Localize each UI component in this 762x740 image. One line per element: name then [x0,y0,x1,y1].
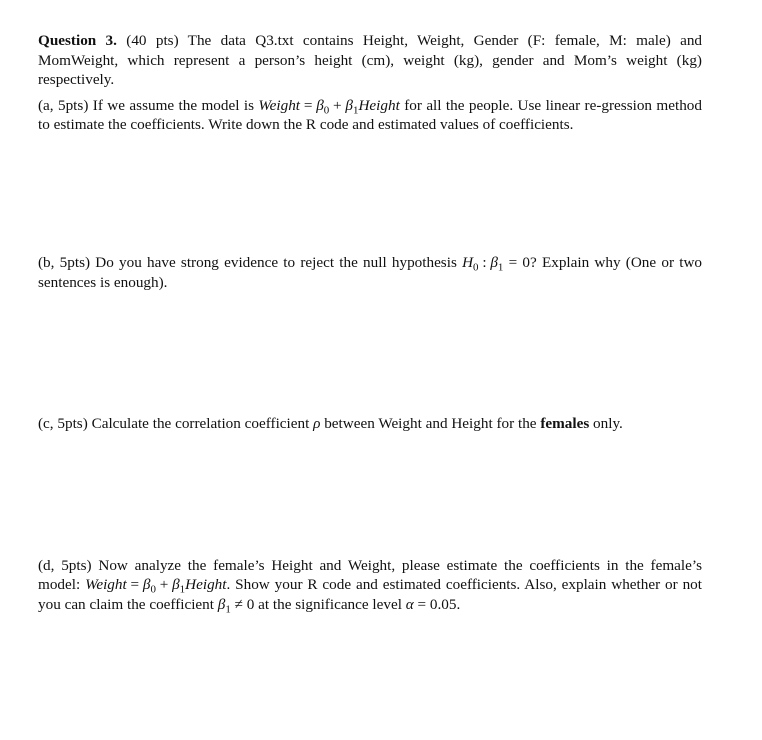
part-d-model-lhs: Weight [85,576,127,594]
question-intro [38,31,702,90]
part-c-text-before: Calculate the correlation coefficient [91,415,310,433]
part-d-beta0-sub: 0 [150,583,156,596]
part-a-beta1-sub: 1 [352,104,359,117]
part-b-beta-sub: 1 [497,261,504,274]
question-sheet [38,31,702,615]
part-c-label: (c, 5pts) [38,415,88,433]
part-d-beta: β [217,595,226,613]
part-c-text-after: only. [593,415,623,433]
part-d-text-sig: at the significance level [258,595,402,613]
part-c-text-mid: between Weight and Height for the [324,415,537,433]
part-c-bold-word: females [540,415,590,433]
part-b-text-before: Do you have strong evidence to reject the null hypothesis [95,253,457,271]
part-b-colon: : [482,253,487,271]
part-d-alpha: α [405,595,414,613]
part-a-beta0: β [316,96,324,114]
part-a-model-lhs: Weight [258,96,301,114]
part-d-text-before: Now analyze the female’s Height and Weight, please estimate the coefficients in the female’s model: [38,556,703,594]
part-a-equals: = [303,96,313,114]
part-d-beta-sub: 1 [225,603,231,616]
question-intro-text: (40 pts) The data Q3.txt contains Height, Weight, Gender (F: female, M: male) and MomWeight, which represent a person’s height (cm), weight (kg), gender and Mom’s weight (kg) respectively. [38,32,703,89]
part-d-model-rhs-var: Height [185,576,227,594]
part-a-text-before: If we assume the model is [92,96,254,114]
part-b-h-sub: 0 [473,261,479,274]
part-a-plus: + [333,96,342,114]
part-d-alpha-val: = 0.05. [417,595,461,613]
part-d-equals: = [130,576,140,594]
part-a-label: (a, 5pts) [38,96,89,114]
part-c-rho: ρ [313,415,321,433]
part-b-text-after: Explain why (One or two sentences is enough). [38,253,703,291]
part-d-beta0: β [142,576,151,594]
part-b-beta: β [490,253,498,271]
part-a-beta0-sub: 0 [323,104,330,117]
part-a-text-after: for all the people. Use linear re-gression method to estimate the coefficients. Write down the R code and estimated values of coefficients. [38,96,702,134]
part-d-text-mid: . Show your R code and estimated coefficients. Also, explain whether or not you can claim the coefficient [38,576,702,613]
part-d-neq: ≠ 0 [234,595,255,613]
question-heading: Question 3. [38,32,117,49]
part-a-model-rhs-var: Height [358,96,400,114]
part-d-beta1: β [172,576,180,594]
part-b [38,253,702,292]
part-d [38,556,702,615]
part-b-h: H [462,253,474,271]
part-c [38,414,702,434]
part-a-beta1: β [345,96,353,114]
part-d-plus: + [159,576,169,594]
part-d-label: (d, 5pts) [38,556,92,574]
part-a [38,96,702,135]
part-b-eq-val: = 0? [508,253,537,271]
part-b-label: (b, 5pts) [38,253,91,271]
part-d-beta1-sub: 1 [179,583,186,596]
